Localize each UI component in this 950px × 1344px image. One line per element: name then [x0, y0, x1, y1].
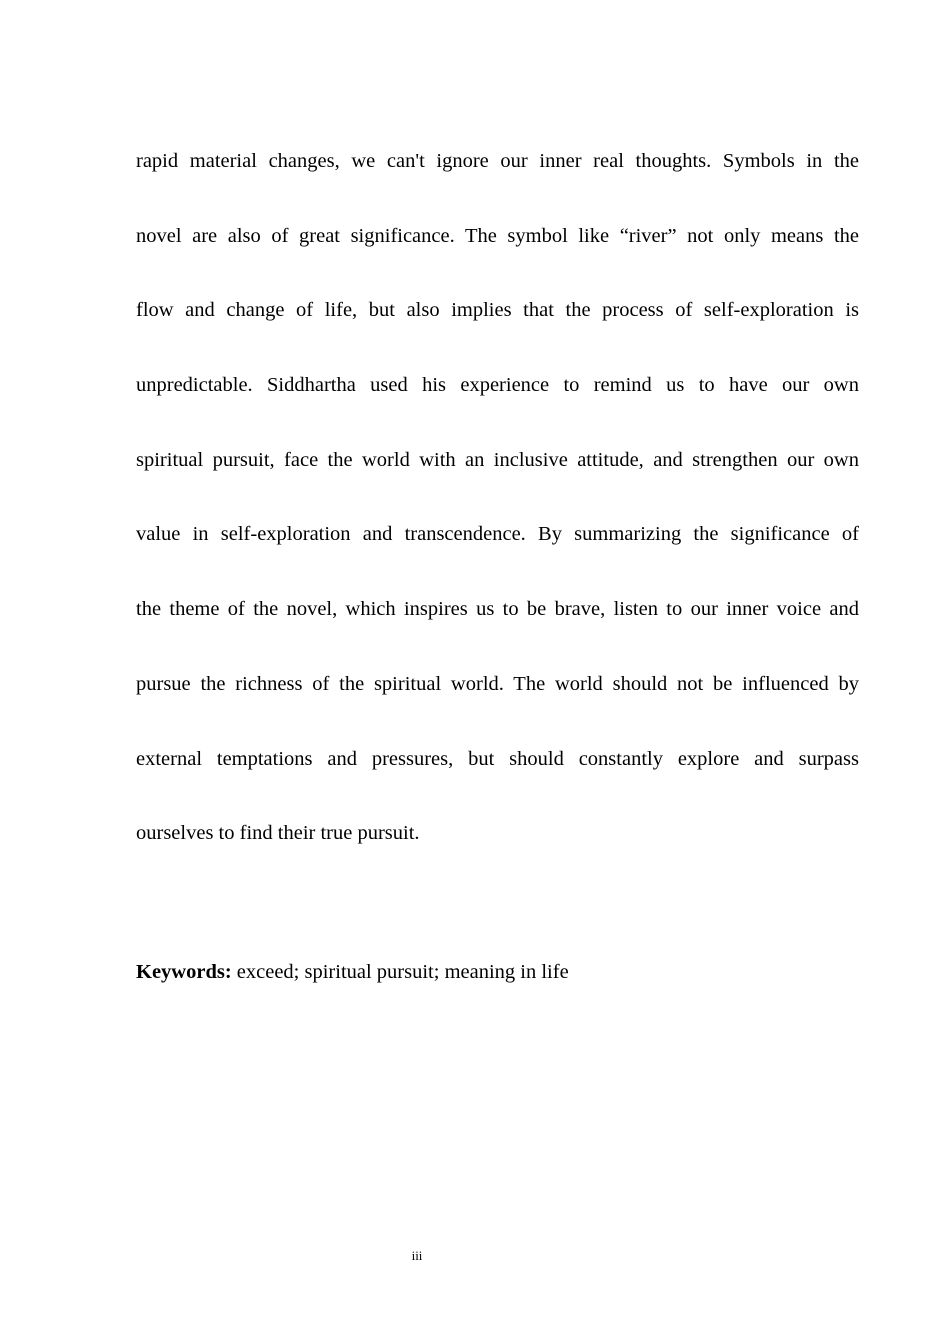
paragraph-line: novel are also of great significance. The symbol like “river” not only means the	[136, 224, 859, 247]
paragraph-line: ourselves to find their true pursuit.	[136, 822, 420, 845]
paragraph-line: flow and change of life, but also implies that the process of self-exploration is	[136, 299, 859, 322]
paragraph-line: unpredictable. Siddhartha used his experience to remind us to have our own	[136, 374, 859, 397]
paragraph-line: the theme of the novel, which inspires us to be brave, listen to our inner voice and	[136, 598, 859, 621]
keywords-line	[136, 957, 569, 987]
paragraph-line: external temptations and pressures, but should constantly explore and surpass	[136, 747, 859, 770]
paragraph-line: value in self-exploration and transcendence. By summarizing the significance of	[136, 523, 859, 546]
keywords-value: exceed; spiritual pursuit; meaning in life	[236, 961, 569, 983]
paragraph-line: pursue the richness of the spiritual world. The world should not be influenced by	[136, 672, 859, 695]
page-number: iii	[411, 1248, 423, 1263]
paragraph-line: spiritual pursuit, face the world with an inclusive attitude, and strengthen our own	[136, 448, 859, 471]
abstract-paragraph	[136, 124, 859, 871]
keywords-label: Keywords:	[136, 961, 232, 983]
paragraph-line: rapid material changes, we can't ignore our inner real thoughts. Symbols in the	[136, 150, 859, 172]
